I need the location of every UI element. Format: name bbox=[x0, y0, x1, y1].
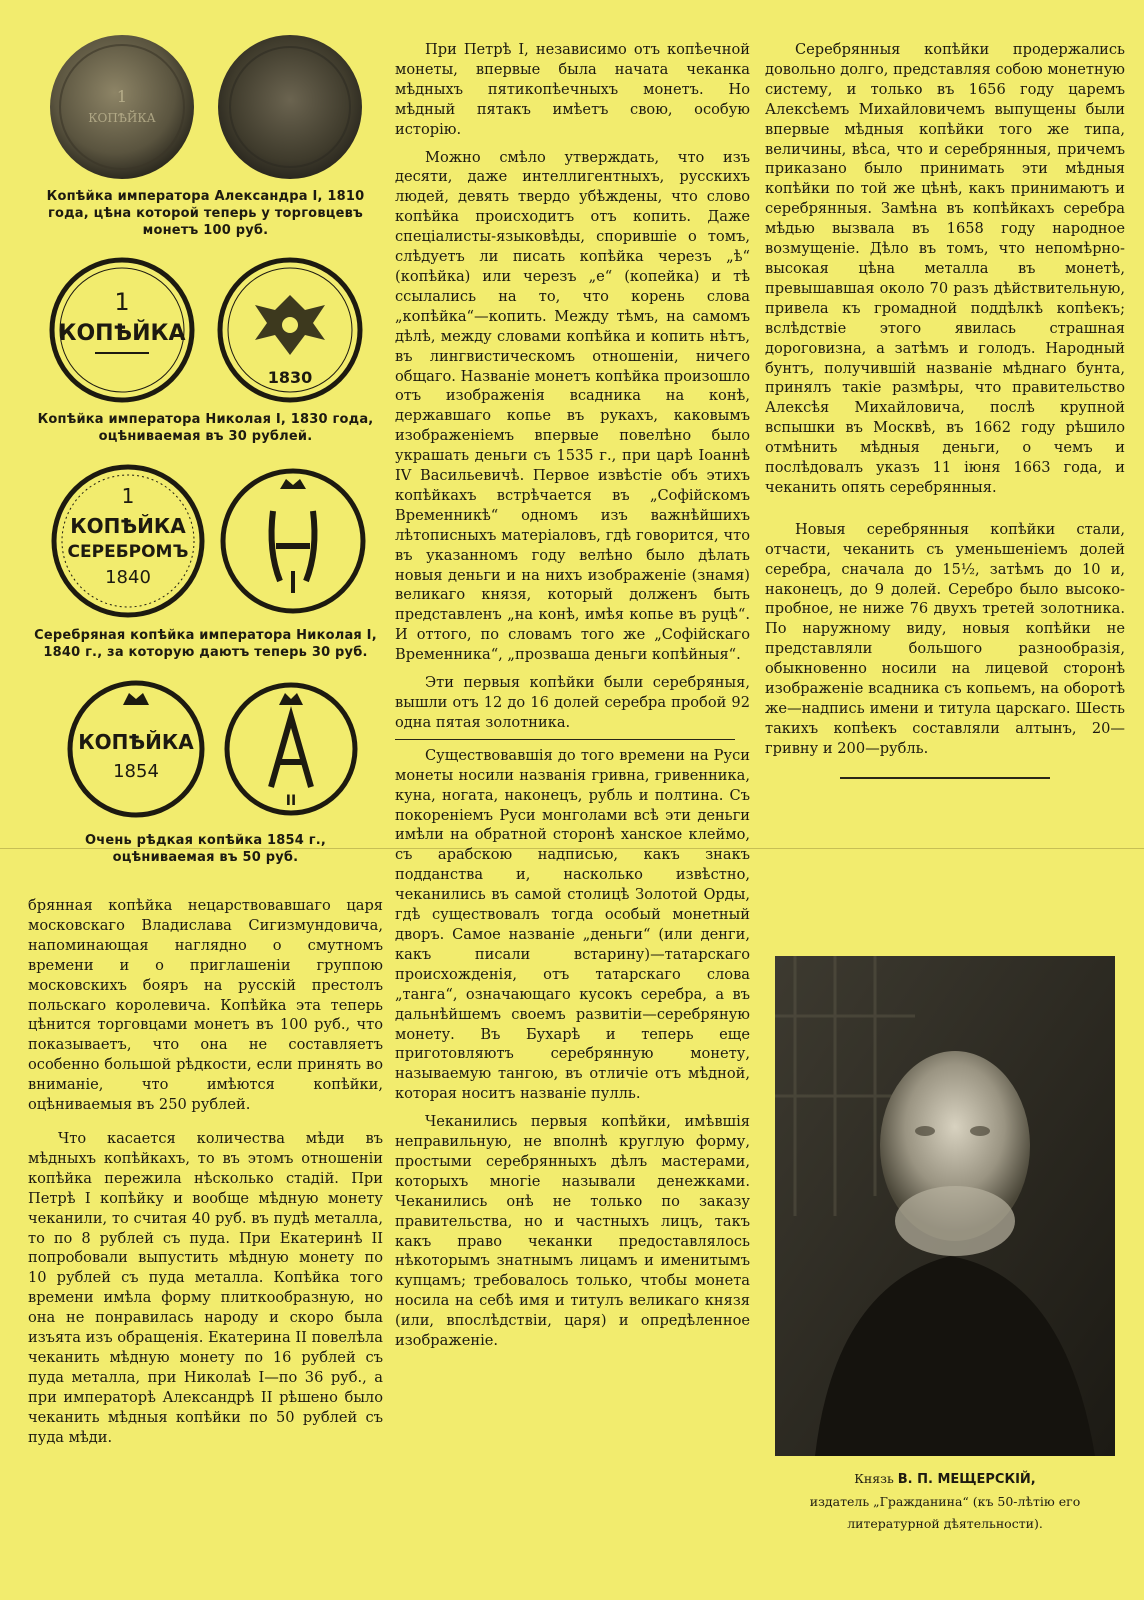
svg-text:1: 1 bbox=[116, 87, 127, 106]
coin-reverse-1854 bbox=[221, 677, 361, 822]
coin-1840 bbox=[28, 461, 383, 621]
svg-text:1854: 1854 bbox=[112, 761, 159, 782]
coin-reverse-1810 bbox=[215, 32, 365, 182]
coin-1854-caption: Очень рѣдкая копѣйка 1854 г., оцѣниваемая въ 50 руб. bbox=[84, 833, 327, 865]
svg-text:КОПѢЙКА: КОПѢЙКА bbox=[77, 730, 194, 754]
middle-paragraph-1: При Петрѣ I, независимо отъ копѣечной монеты, впервые была начата чеканка мѣдныхъ пятикопѣечныхъ монетъ. Но мѣдный пятакъ имѣетъ свою, особую исторію. bbox=[395, 41, 750, 138]
coin-1840-caption: Серебряная копѣйка императора Николая I, 1840 г., за которую даютъ теперь 30 руб. bbox=[34, 628, 377, 660]
middle-paragraph-4: Существовавшія до того времени на Руси монеты носили названія гривна, гривенника, куна, ногата, наконецъ, рубль и полтина. Съ покореніемъ Руси монголами всѣ эти деньги имѣли на обратной сторонѣ ханское клеймо, съ арабскою надписью, какъ знакъ подданства и, насколько извѣстно, чеканились въ самой столицѣ Золотой Орды, гдѣ существовалъ тогда особый монетный дворъ. Самое названіе „деньги“ (или денги, какъ писали встарину)—татарскаго происхожденія, отъ татарскаго слова „танга“, означающаго кусокъ серебра, а въ дальнѣйшемъ своемъ развитіи—серебряную монету. Въ Бухарѣ и теперь еще приготовляютъ серебрянную монету, называемую тангою, въ отличіе отъ мѣдной, которая носитъ названіе пулль. bbox=[395, 746, 750, 1103]
middle-column bbox=[395, 40, 750, 1351]
portrait-image bbox=[775, 956, 1115, 1456]
portrait-photo bbox=[775, 956, 1115, 1456]
coin-1830 bbox=[28, 255, 383, 405]
left-paragraph-2: Что касается количества мѣди въ мѣдныхъ копѣйкахъ, то въ этомъ отношеніи копѣйка пережила нѣсколько стадій. При Петрѣ I копѣйку и вообще мѣдную монету чеканили, то считая 40 руб. въ пудѣ металла, то по 8 рублей съ пуда. При Екатеринѣ II попробовали выпустить мѣдную монету по 10 рублей съ пуда металла. Копѣйка того времени имѣла форму плиткообразную, но она не понравилась народу и скоро была изъята изъ обращенія. Екатерина II повелѣла чеканить мѣдную монету по 16 рублей съ пуда металла, при Николаѣ I—по 36 руб., а при императорѣ Александрѣ II рѣшено было чеканить мѣдныя копѣйки по 50 рублей съ пуда мѣди. bbox=[28, 1129, 383, 1446]
coin-obverse-1854 bbox=[51, 677, 221, 822]
svg-text:1: 1 bbox=[121, 484, 135, 508]
coin-1830-caption: Копѣйка императора Николая I, 1830 года, оцѣниваемая въ 30 рублей. bbox=[37, 412, 374, 444]
middle-paragraph-5: Чеканились первыя копѣйки, имѣвшія неправильную, не вполнѣ круглую форму, простыми серебрянныхъ дѣлъ мастерами, которыхъ многіе называли денежками. Чеканились онѣ не только по заказу правительства, но и частныхъ лицъ, такъ какъ право чеканки предоставлялось нѣкоторымъ знатнымъ лицамъ и именитымъ купцамъ; требовалось только, чтобы монета носила на себѣ имя и титулъ великаго князя (или, впослѣдствіи, царя) и опредѣленное изображеніе. bbox=[395, 1113, 750, 1350]
right-divider bbox=[840, 777, 1050, 779]
middle-paragraph-3: Эти первыя копѣйки были серебряныя, вышли отъ 12 до 16 долей серебра пробой 92 одна пятая золотника. bbox=[395, 674, 750, 731]
portrait-title-prefix: Князь bbox=[854, 1471, 894, 1486]
coin-reverse-1830 bbox=[215, 255, 365, 405]
svg-text:КОПѢЙКА: КОПѢЙКА bbox=[87, 111, 156, 125]
middle-paragraph-2: Можно смѣло утверждать, что изъ десяти, даже интеллигентныхъ, русскихъ людей, девять твердо убѣждены, что слово копѣйка происходитъ отъ копить. Даже спеціалисты-языковѣды, спорившіе о томъ, слѣдуетъ ли писать копѣйка черезъ „ѣ“ (копѣйка) или черезъ „е“ (копейка) и тѣ ссылались на то, что корень слова „копѣйка“—копить. Между тѣмъ, на самомъ дѣлѣ, между словами копѣйка и копить нѣтъ, въ лингвистическомъ отношеніи, ничего общаго. Названіе монетъ копѣйка произошло отъ изображенія всадника на конѣ, державшаго копье въ рукахъ, каковымъ изображеніемъ впервые повелѣно было украшать деньги съ 1535 г., при царѣ Іоаннѣ IV Васильевичѣ. Первое извѣстіе объ этихъ копѣйкахъ встрѣчается въ „Софійскомъ Временникѣ“ одномъ изъ важнѣйшихъ лѣтописныхъ матеріаловъ, гдѣ говорится, что въ указанномъ году велѣно было дѣлать новыя деньги и на нихъ изображеніе (знамя) великаго князя, который долженъ быть представленъ „на конѣ, имѣя копье въ руцѣ“. И оттого, по словамъ того же „Софійскаго Временника“, „прозваша деньги копѣйныя“. bbox=[395, 148, 750, 664]
right-column bbox=[765, 40, 1125, 797]
coin-1854 bbox=[28, 677, 383, 822]
left-column bbox=[28, 32, 383, 1447]
portrait-caption bbox=[775, 1468, 1115, 1535]
portrait-name: В. П. МЕЩЕРСКІЙ, bbox=[897, 1472, 1036, 1487]
coin-obverse-1830 bbox=[47, 255, 197, 405]
coin-reverse-1840 bbox=[218, 461, 368, 621]
coin-obverse-1840 bbox=[43, 461, 218, 621]
right-paragraph-2: Новыя серебрянныя копѣйки стали, отчасти, чеканить съ уменьшеніемъ долей серебра, сначала до 15½, затѣмъ до 10 и, наконецъ, до 9 долей. Серебро было высоко-пробное, не ниже 76 двухъ третей золотника. По наружному виду, новыя копѣйки не представляли большого разнообразія, обыкновенно носили на лицевой сторонѣ изображеніе всадника съ копьемъ, на оборотѣ же—надпись имени и титула царскаго. Шесть такихъ копѣекъ составляли алтынъ, 20—гривну и 200—рубль. bbox=[765, 520, 1125, 757]
middle-divider bbox=[395, 739, 735, 740]
coin-1810 bbox=[28, 32, 383, 182]
svg-text:СЕРЕБРОМЪ: СЕРЕБРОМЪ bbox=[67, 542, 189, 562]
svg-text:КОПѢЙКА: КОПѢЙКА bbox=[57, 321, 186, 346]
svg-text:1840: 1840 bbox=[105, 567, 151, 588]
svg-text:II: II bbox=[285, 793, 296, 809]
svg-text:КОПѢЙКА: КОПѢЙКА bbox=[70, 514, 186, 538]
coin-1810-caption: Копѣйка императора Александра I, 1810 года, цѣна которой теперь у торговцевъ монетъ 100 руб. bbox=[46, 189, 365, 238]
right-paragraph-1: Серебрянныя копѣйки продержались довольно долго, представляя собою монетную систему, и только въ 1656 году царемъ Алексѣемъ Михайловичемъ выпущены были впервые мѣдныя копѣйки того же типа, величины, вѣса, что и серебрянныя, причемъ приказано было принимать эти мѣдныя копѣйки по той же цѣнѣ, какъ принимаютъ и серебрянныя. Замѣна въ копѣйкахъ серебра мѣдью вызвала въ 1658 году народное возмущеніе. Дѣло въ томъ, что непомѣрно-высокая цѣна металла въ монетѣ, превышавшая около 70 разъ дѣйствительную, привела къ громадной поддѣлкѣ копѣекъ; вслѣдствіе этого явилась страшная дороговизна, а затѣмъ и голодъ. Народный бунтъ, получившій названіе мѣднаго бунта, принялъ такіе размѣры, что правительство Алексѣя Михайловича, послѣ крупной вспышки въ Москвѣ, въ 1662 году рѣшило отмѣнить мѣдныя деньги, о чемъ и послѣдовалъ указъ 11 іюня 1663 года, и чеканить опять серебрянныя. bbox=[765, 41, 1125, 496]
svg-text:1830: 1830 bbox=[267, 368, 312, 387]
svg-text:1: 1 bbox=[113, 288, 130, 316]
left-paragraph-1: брянная копѣйка нецарствовавшаго царя московскаго Владислава Сигизмундовича, напоминающая наглядно о смутномъ времени и о приглашеніи группою московскихъ бояръ на русскій престолъ польскаго королевича. Копѣйка эта теперь цѣнится торговцами монетъ въ 100 руб., что показываетъ, что она не составляетъ особенно большой рѣдкости, если принять во вниманіе, что имѣются копѣйки, оцѣниваемыя въ 250 рублей. bbox=[28, 897, 383, 1114]
portrait-subtitle: издатель „Гражданина“ (къ 50-лѣтію его литературной дѣятельности). bbox=[809, 1494, 1081, 1531]
coin-obverse-1810 bbox=[47, 32, 197, 182]
